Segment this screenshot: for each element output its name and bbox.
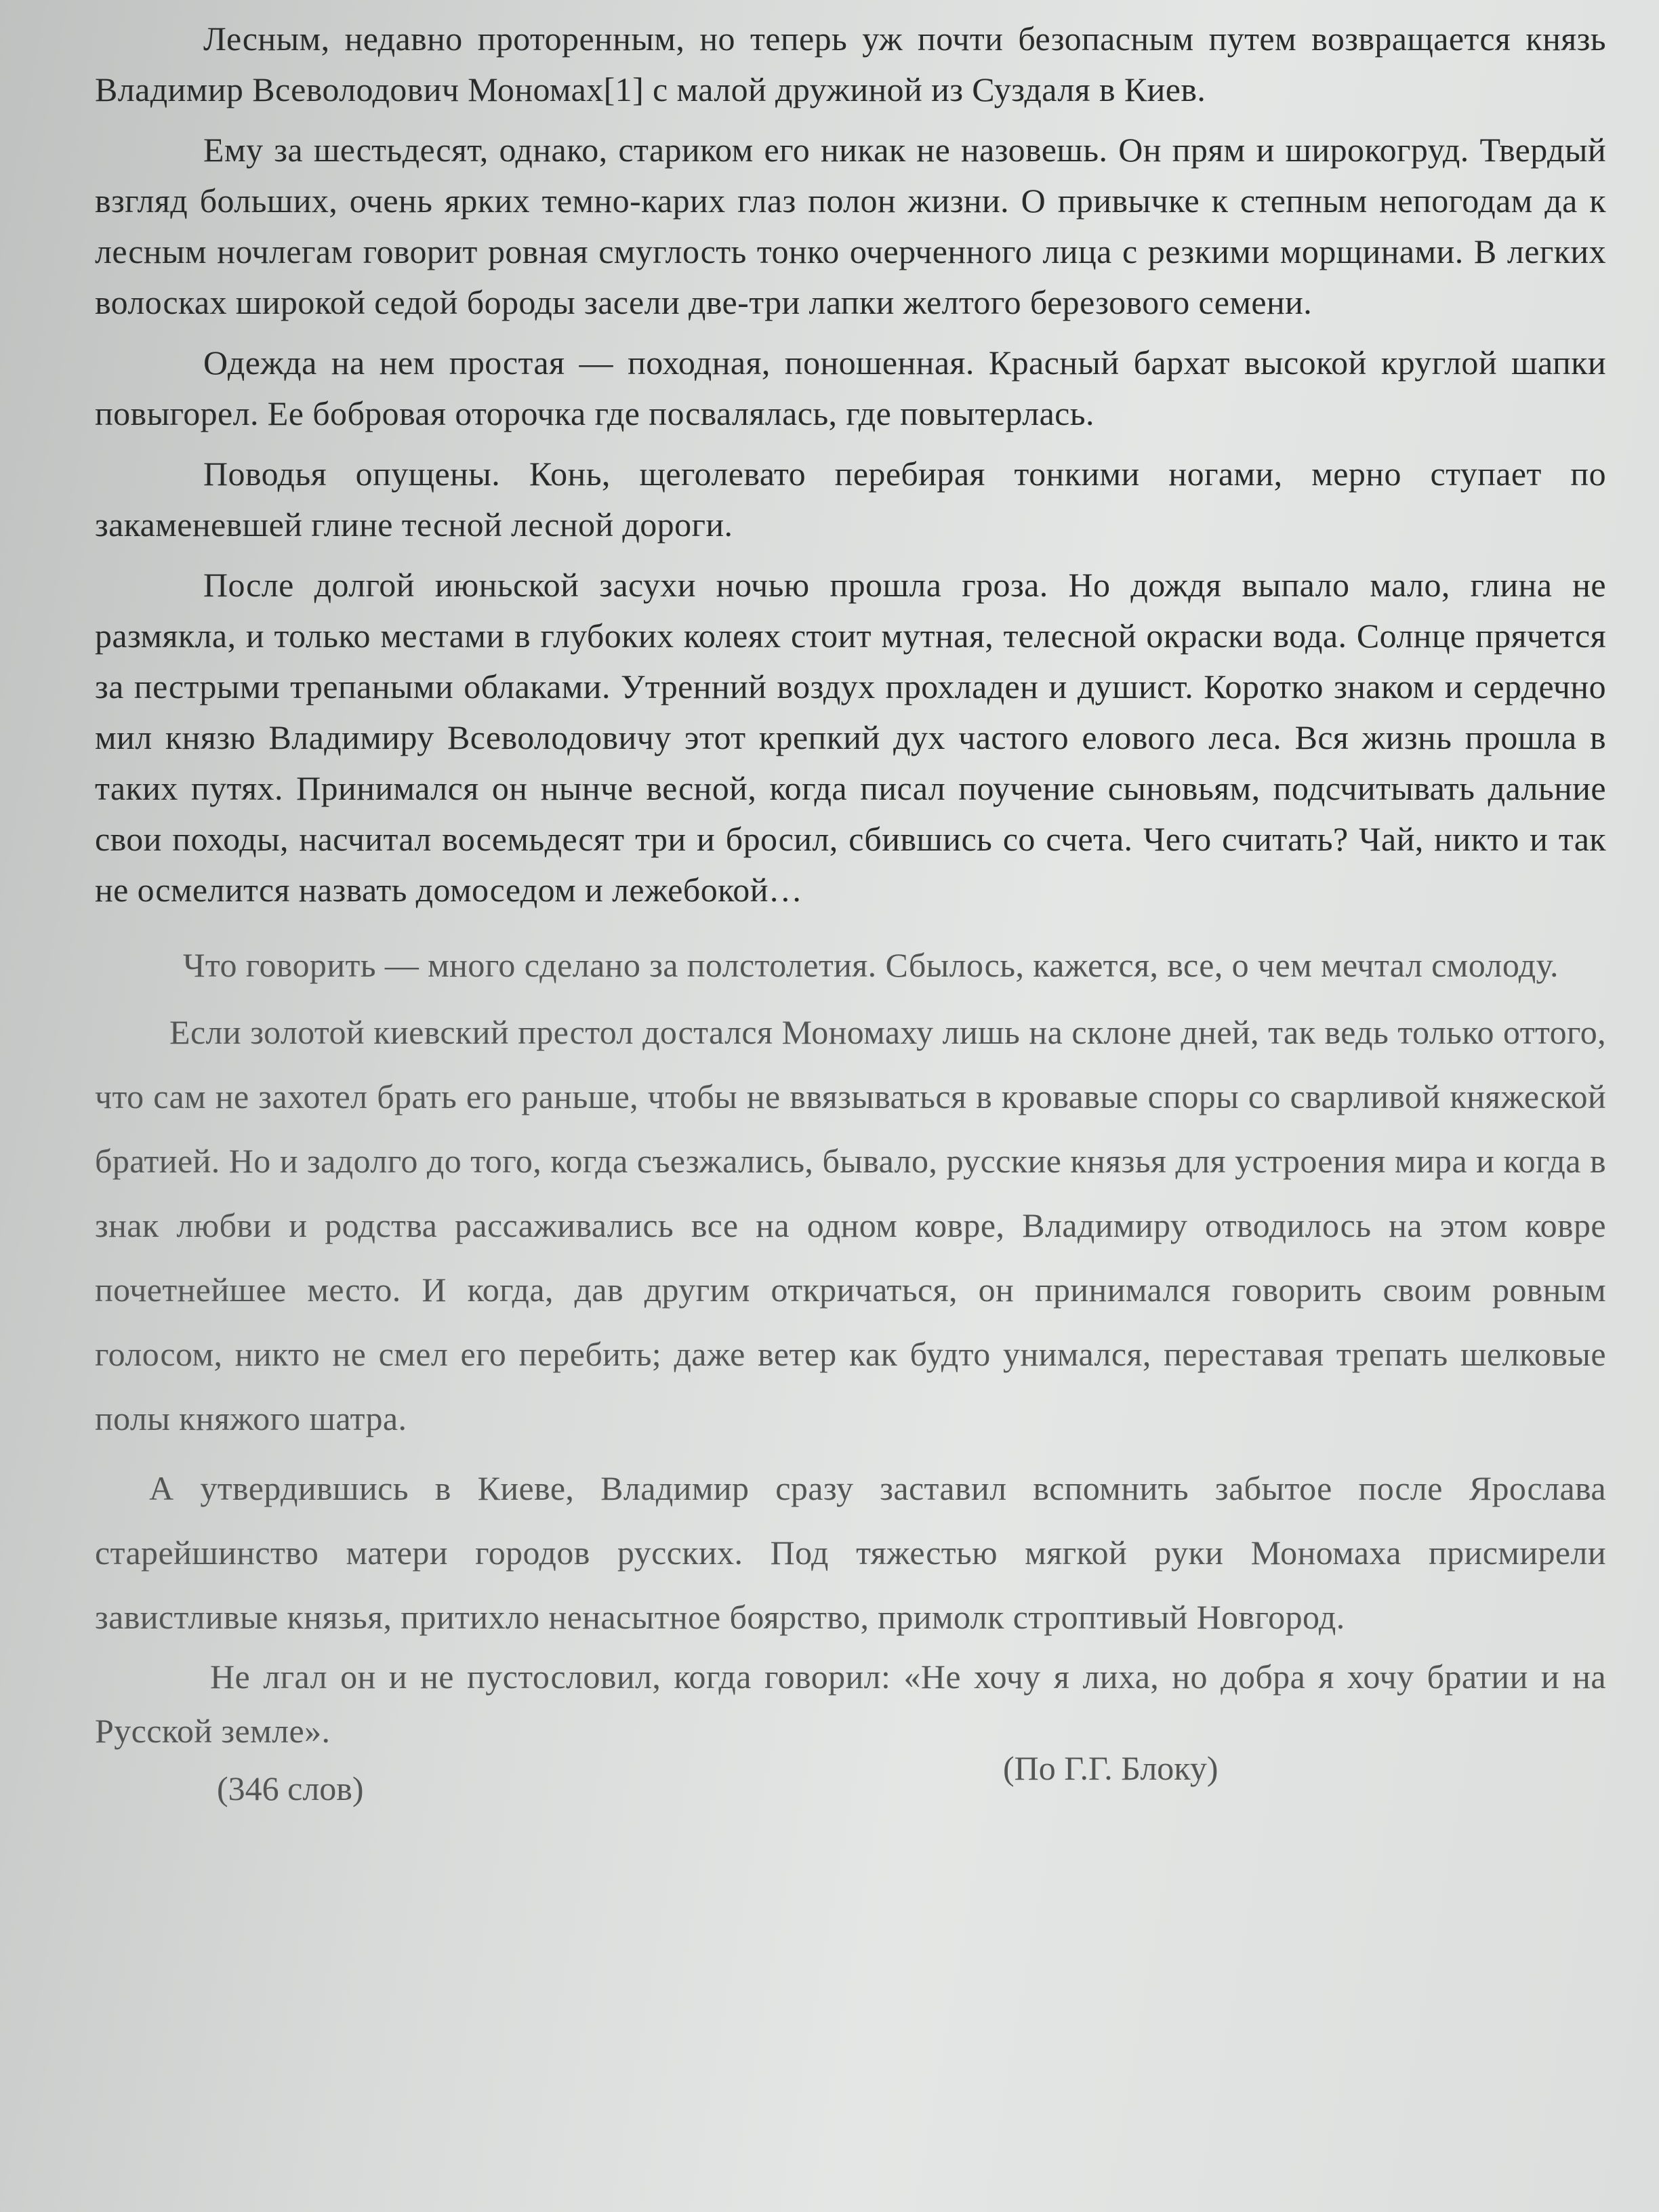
- paragraph-8: А утвердившись в Киеве, Владимир сразу заставил вспомнить забытое после Ярослава старейшинство матери городов русских. Под тяжестью мягкой руки Мономаха присмирели завистливые князья, притихло ненасытное боярство, примолк строптивый Новгород.: [95, 1469, 1606, 1636]
- paragraph-4: Поводья опущены. Конь, щеголевато перебирая тонкими ногами, мерно ступает по закаменевшей глине тесной лесной дороги.: [95, 455, 1606, 544]
- word-count: (346 слов): [217, 1769, 364, 1807]
- paragraph-3: Одежда на нем простая — походная, поношенная. Красный бархат высокой круглой шапки повыгорел. Ее бобровая оторочка где посвалялась, где повытерлась.: [95, 344, 1606, 432]
- document-footer: [95, 1749, 1606, 1823]
- paragraph-9: Не лгал он и не пустословил, когда говорил: «Не хочу я лиха, но добра я хочу братии и на Русской земле».: [95, 1658, 1606, 1750]
- paragraph-1: Лесным, недавно проторенным, но теперь уж почти безопасным путем возвращается князь Владимир Всеволодович Мономах[1] с малой дружиной из Суздаля в Киев.: [95, 20, 1606, 108]
- paragraph-6: Что говорить — много сделано за полстолетия. Сбылось, кажется, все, о чем мечтал смолоду.: [183, 946, 1559, 984]
- document-page: [95, 7, 1606, 2196]
- paragraph-7: Если золотой киевский престол достался Мономаху лишь на склоне дней, так ведь только оттого, что сам не захотел брать его раньше, чтобы не ввязываться в кровавые споры со сварливой княжеской братией. Но и задолго до того, когда съезжались, бывало, русские князья для устроения мира и когда в знак любви и родства рассаживались все на одном ковре, Владимиру отводилось на этом ковре почетнейшее место. И когда, дав другим откричаться, он принимался говорить своим ровным голосом, никто не смел его перебить; даже ветер как будто унимался, переставая трепать шелковые полы княжого шатра.: [95, 1013, 1606, 1437]
- source-attribution: (По Г.Г. Блоку): [1003, 1749, 1218, 1787]
- paragraph-5: После долгой июньской засухи ночью прошла гроза. Но дождя выпало мало, глина не размякла, и только местами в глубоких колеях стоит мутная, телесной окраски вода. Солнце прячется за пестрыми трепаными облаками. Утренний воздух прохладен и душист. Коротко знаком и сердечно мил князю Владимиру Всеволодовичу этот крепкий дух частого елового леса. Вся жизнь прошла в таких путях. Принимался он нынче весной, когда писал поучение сыновьям, подсчитывать дальние свои походы, насчитал восемьдесят три и бросил, сбившись со счета. Чего считать? Чай, никто и так не осмелится назвать домоседом и лежебокой…: [95, 566, 1606, 909]
- paragraph-2: Ему за шестьдесят, однако, стариком его никак не назовешь. Он прям и широкогруд. Твердый взгляд больших, очень ярких темно-карих глаз полон жизни. О привычке к степным непогодам да к лесным ночлегам говорит ровная смуглость тонко очерченного лица с резкими морщинами. В легких волосках широкой седой бороды засели две-три лапки желтого березового семени.: [95, 131, 1606, 321]
